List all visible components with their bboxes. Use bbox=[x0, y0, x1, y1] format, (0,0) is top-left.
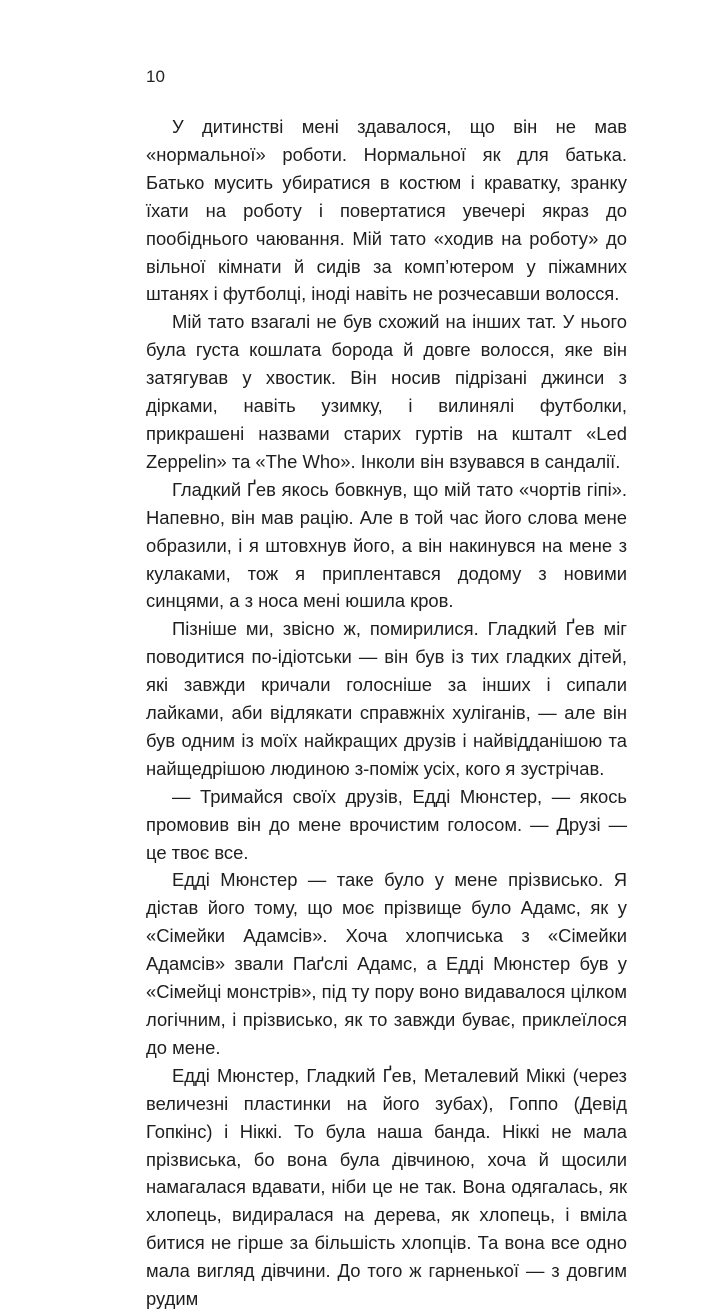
paragraph: Пізніше ми, звісно ж, помирилися. Гладкий Ґев міг поводитися по-ідіотськи — він був із тих гладких дітей, які завжди кричали голосніше за інших і сипали лайками, аби відлякати справжніх хуліганів, — але він був одним із моїх найкращих друзів і найвідданішою та найщедрішою людиною з-поміж усіх, кого я зустрічав. bbox=[146, 618, 627, 779]
page-number: 10 bbox=[146, 67, 165, 86]
paragraph: Мій тато взагалі не був схожий на інших тат. У нього була густа кошлата борода й довге волосся, яке він затягував у хвостик. Він носив підрізані джинси з дірками, навіть узимку, і вилинялі футболки, прикрашені назвами старих гуртів на кшталт «Led Zeppelin» та «The Who». Інколи він взувався в сандалії. bbox=[146, 311, 627, 472]
paragraph: Гладкий Ґев якось бовкнув, що мій тато «чортів гіпі». Напевно, він мав рацію. Але в той час його слова мене образили, і я штовхнув його, а він накинувся на мене з кулаками, тож я приплентався додому з новими синцями, а з носа мені юшила кров. bbox=[146, 478, 627, 612]
paragraph: Едді Мюнстер — таке було у мене прізвисько. Я дістав його тому, що моє прізвище було Адамс, як у «Сімейки Адамсів». Хоча хлопчиська з «Сімейки Адамсів» звали Паґслі Адамс, а Едді Мюнстер був у «Сімейці монстрів», під ту пору воно видавалося цілком логічним, і прізвисько, як то завжди буває, приклеїлося до мене. bbox=[146, 869, 627, 1058]
body-text bbox=[146, 113, 627, 1313]
paragraph: — Тримайся своїх друзів, Едді Мюнстер, — якось промовив він до мене врочистим голосом. — Друзі — це твоє все. bbox=[146, 785, 627, 863]
paragraph: У дитинстві мені здавалося, що він не мав «нормальної» роботи. Нормальної як для батька. Батько мусить убиратися в костюм і краватку, зранку їхати на роботу і повертатися увечері якраз до пообіднього чаювання. Мій тато «ходив на роботу» до вільної кімнати й сидів за комп’ютером у піжамних штанях і футболці, іноді навіть не розчесавши волосся. bbox=[146, 116, 627, 305]
paragraph: Едді Мюнстер, Гладкий Ґев, Металевий Міккі (через величезні пластинки на його зубах), Гоппо (Девід Гопкінс) і Ніккі. То була наша банда. Ніккі не мала прізвиська, бо вона була дівчиною, хоча й щосили намагалася вдавати, ніби це не так. Вона одягалась, як хлопець, видиралася на дерева, як хлопець, і вміла битися не гірше за більшість хлопців. Та вона все одно мала вигляд дівчини. До того ж гарненької — з довгим рудим bbox=[146, 1064, 627, 1310]
